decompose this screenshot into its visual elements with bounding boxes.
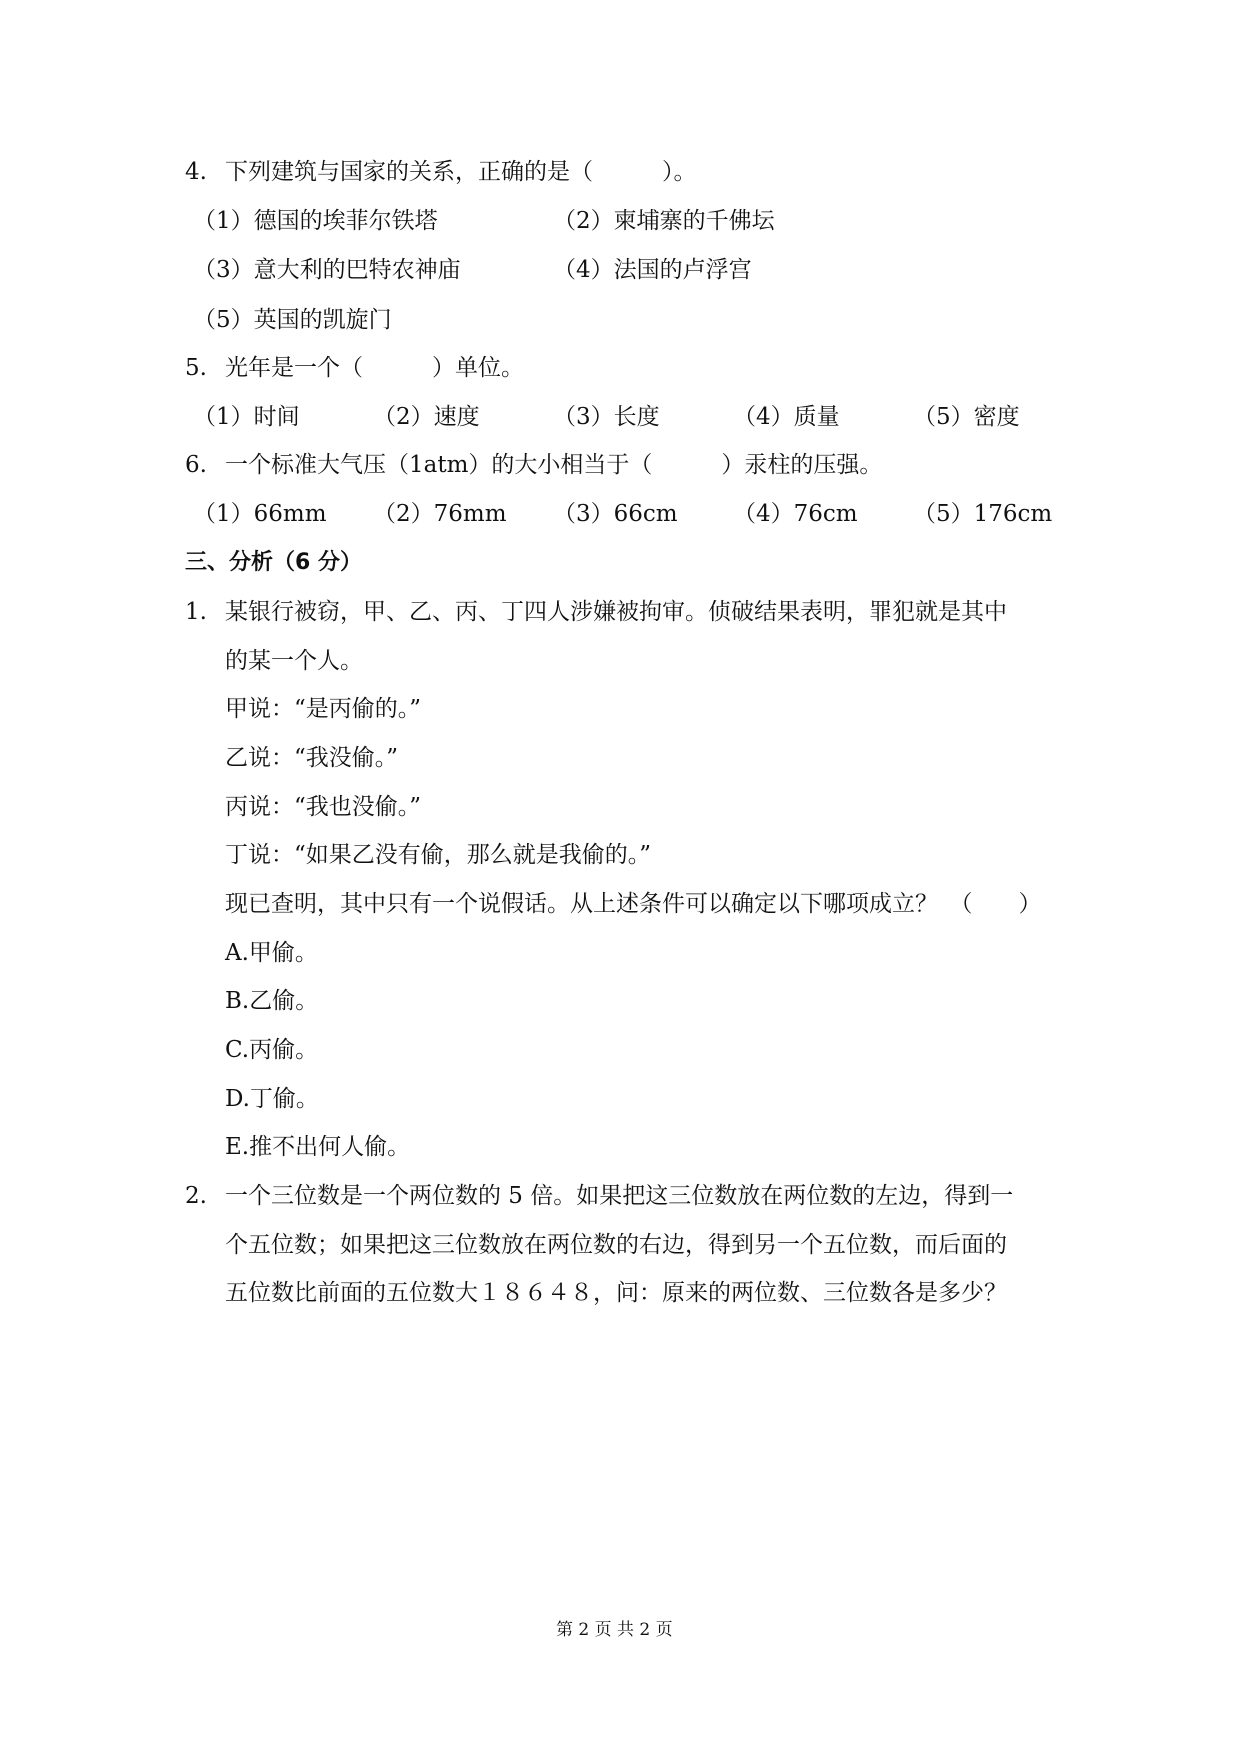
a2-line-2: 个五位数；如果把这三位数放在两位数的右边，得到另一个五位数，而后面的	[225, 1232, 1007, 1258]
q5-option-3: （3）长度	[553, 404, 660, 430]
q4-stem: 下列建筑与国家的关系，正确的是（ ）。	[225, 159, 697, 185]
q6-option-3: （3）66cm	[553, 501, 678, 527]
q4-option-4: （4）法国的卢浮宫	[553, 257, 752, 283]
a1-statement-ding: 丁说：“如果乙没有偷，那么就是我偷的。”	[225, 842, 652, 868]
q5-stem: 光年是一个（ ）单位。	[225, 355, 524, 381]
a1-option-e: E.推不出何人偷。	[225, 1134, 411, 1160]
page-number-footer: 第 2 页 共 2 页	[556, 1620, 673, 1640]
q6-option-5: （5）176cm	[913, 501, 1053, 527]
a1-question: 现已查明，其中只有一个说假话。从上述条件可以确定以下哪项成立？ （ ）	[225, 891, 1042, 917]
q4-option-2: （2）柬埔寨的千佛坛	[553, 208, 775, 234]
q5-option-2: （2）速度	[373, 404, 480, 430]
q4-option-5: （5）英国的凯旋门	[193, 307, 392, 333]
q6-option-1: （1）66mm	[193, 501, 327, 527]
q4-option-3: （3）意大利的巴特农神庙	[193, 257, 461, 283]
q4-number: 4.	[185, 159, 207, 185]
a2-number: 2.	[185, 1183, 207, 1209]
a1-line-1: 某银行被窃，甲、乙、丙、丁四人涉嫌被拘审。侦破结果表明，罪犯就是其中	[225, 599, 1007, 625]
a1-statement-jia: 甲说：“是丙偷的。”	[225, 696, 422, 722]
q6-stem: 一个标准大气压（1atm）的大小相当于（ ）汞柱的压强。	[225, 452, 883, 478]
q5-number: 5.	[185, 355, 207, 381]
a1-line-2: 的某一个人。	[225, 648, 363, 674]
a1-option-b: B.乙偷。	[225, 988, 319, 1014]
q5-option-1: （1）时间	[193, 404, 300, 430]
a1-option-c: C.丙偷。	[225, 1037, 319, 1063]
a1-option-a: A.甲偷。	[225, 940, 318, 966]
a1-statement-yi: 乙说：“我没偷。”	[225, 745, 399, 771]
q6-number: 6.	[185, 452, 207, 478]
q4-option-1: （1）德国的埃菲尔铁塔	[193, 208, 438, 234]
q6-option-2: （2）76mm	[373, 501, 507, 527]
a1-option-d: D.丁偷。	[225, 1086, 319, 1112]
a1-statement-bing: 丙说：“我也没偷。”	[225, 794, 422, 820]
q5-option-4: （4）质量	[733, 404, 840, 430]
q5-option-5: （5）密度	[913, 404, 1020, 430]
q6-option-4: （4）76cm	[733, 501, 858, 527]
a2-line-3: 五位数比前面的五位数大１８６４８，问：原来的两位数、三位数各是多少？	[225, 1280, 1007, 1306]
section-heading: 三、分析（6 分）	[185, 550, 362, 575]
a1-number: 1.	[185, 599, 207, 625]
a2-line-1: 一个三位数是一个两位数的 5 倍。如果把这三位数放在两位数的左边，得到一	[225, 1183, 1014, 1209]
